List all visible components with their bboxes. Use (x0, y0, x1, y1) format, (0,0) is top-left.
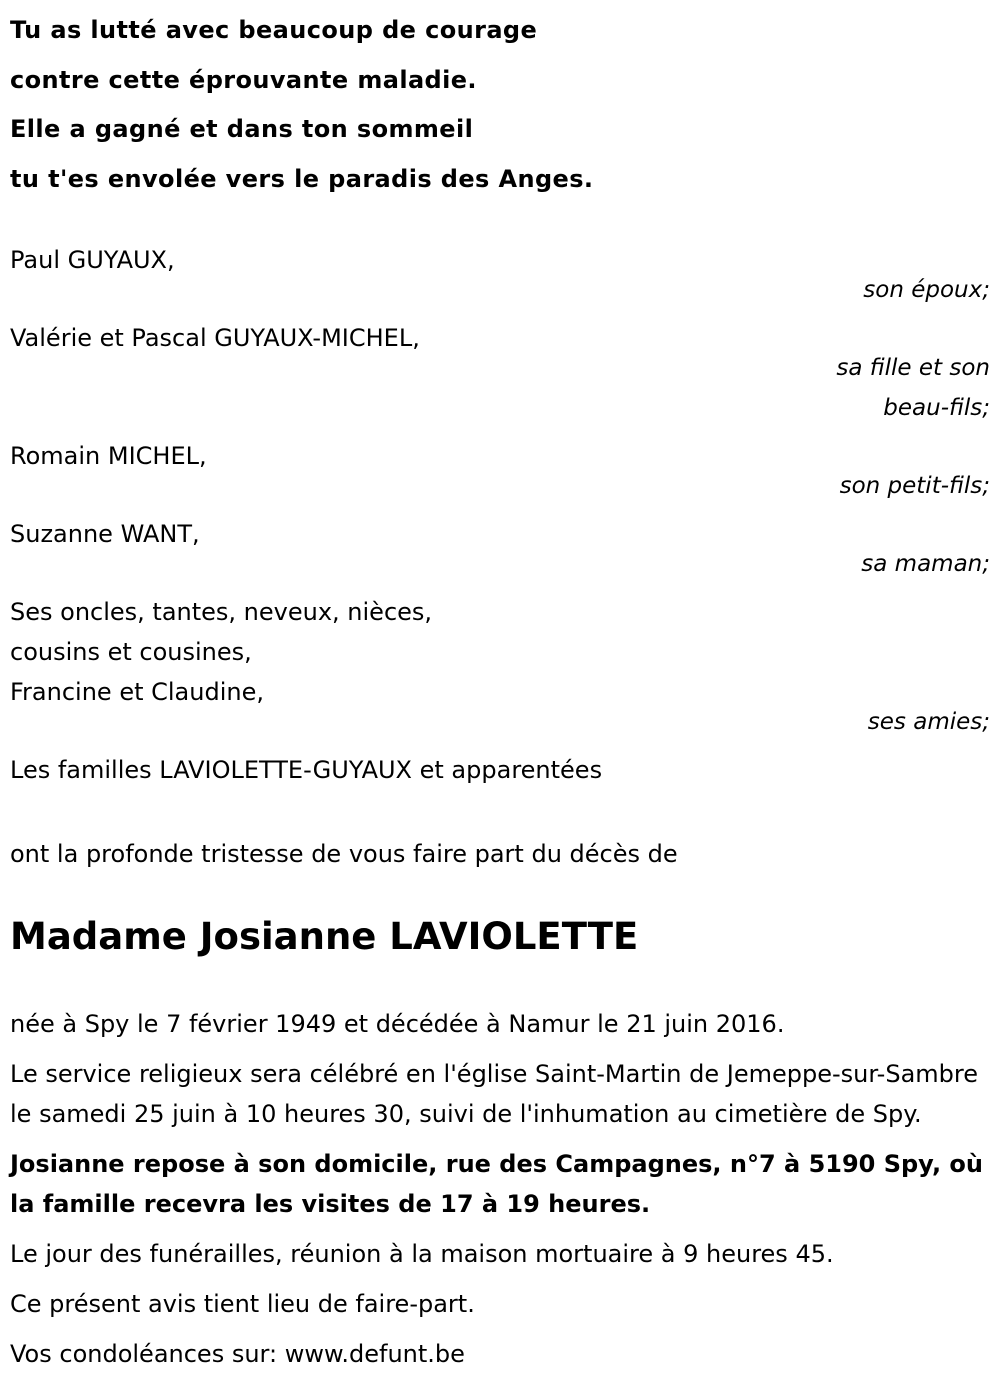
condolences-text: Vos condoléances sur: www.defunt.be (10, 1340, 465, 1368)
mother-name: Suzanne WANT, (10, 520, 200, 548)
families-name: Les familles LAVIOLETTE-GUYAUX et apparentées (10, 756, 603, 784)
family-entry-relatives (10, 592, 990, 742)
notice-text: Ce présent avis tient lieu de faire-part. (10, 1290, 475, 1318)
mother-relation: sa maman; (861, 551, 990, 577)
poem-line: Elle a gagné et dans ton sommeil (10, 115, 474, 143)
family-entry-grandson (10, 436, 990, 506)
obituary-notice (10, 0, 990, 1384)
spouse-name: Paul GUYAUX, (10, 246, 175, 274)
poem (10, 0, 990, 204)
daughter-relation: sa fille et son beau-fils; (836, 355, 990, 421)
daughter-name: Valérie et Pascal GUYAUX-MICHEL, (10, 324, 420, 352)
relatives-line: Ses oncles, tantes, neveux, nièces, (10, 598, 433, 626)
poem-line: tu t'es envolée vers le paradis des Anges. (10, 164, 594, 193)
poem-line: contre cette éprouvante maladie. (10, 65, 477, 94)
deceased-name: Madame Josianne LAVIOLETTE (10, 915, 639, 958)
family-entry-families (10, 750, 990, 790)
visitation-info: Josianne repose à son domicile, rue des Campagnes, n°7 à 5190 Spy, où la famille recevra les visites de 17 à 19 heures. (10, 1150, 984, 1218)
relatives-relation: ses amies; (867, 709, 990, 735)
family-list (10, 240, 990, 790)
service-info: Le service religieux sera célébré en l'église Saint-Martin de Jemeppe-sur-Sambre le samedi 25 juin à 10 heures 30, suivi de l'inhumation au cimetière de Spy. (10, 1060, 979, 1128)
details (10, 1004, 990, 1374)
family-entry-daughter (10, 318, 990, 428)
announcement-intro: ont la profonde tristesse de vous faire part du décès de (10, 840, 678, 868)
relatives-line: Francine et Claudine, (10, 678, 264, 706)
poem-line: Tu as lutté avec beaucoup de courage (10, 16, 538, 44)
grandson-name: Romain MICHEL, (10, 442, 207, 470)
family-entry-mother (10, 514, 990, 584)
birth-death-dates: née à Spy le 7 février 1949 et décédée à Namur le 21 juin 2016. (10, 1010, 785, 1038)
spouse-relation: son époux; (863, 277, 990, 303)
family-entry-spouse (10, 240, 990, 310)
funeral-day-info: Le jour des funérailles, réunion à la maison mortuaire à 9 heures 45. (10, 1240, 834, 1268)
grandson-relation: son petit-fils; (839, 473, 990, 499)
relatives-line: cousins et cousines, (10, 638, 252, 666)
